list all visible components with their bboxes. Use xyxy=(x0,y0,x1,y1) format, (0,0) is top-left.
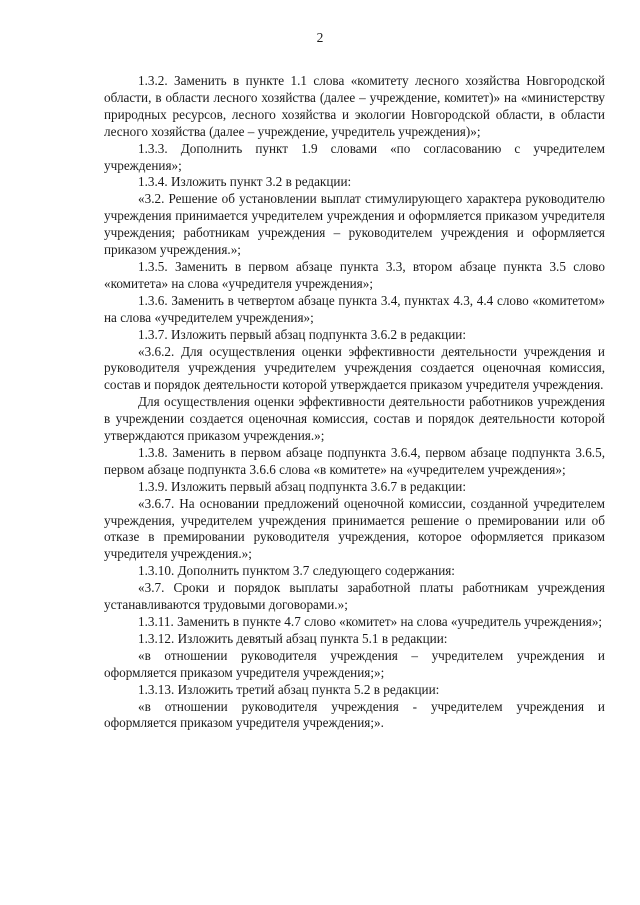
quote-3-7: «3.7. Сроки и порядок выплаты заработной платы работникам учреждения устанавливаются трудовыми договорами.»; xyxy=(104,580,605,613)
paragraph-1-3-4: 1.3.4. Изложить пункт 3.2 в редакции: xyxy=(138,174,352,190)
page-number: 2 xyxy=(316,30,324,45)
quote-5-1: «в отношении руководителя учреждения – учредителем учреждения и оформляется приказом учредителя учреждения;»; xyxy=(104,647,605,680)
paragraph-1-3-5: 1.3.5. Заменить в первом абзаце пункта 3.3, втором абзаце пункта 3.5 слово «комитета» на слова «учредителя учреждения»; xyxy=(104,258,605,291)
paragraph-1-3-6: 1.3.6. Заменить в четвертом абзаце пункта 3.4, пунктах 4.3, 4.4 слово «комитетом» на слова «учредителем учреждения»; xyxy=(104,292,605,325)
paragraph-1-3-11: 1.3.11. Заменить в пункте 4.7 слово «комитет» на слова «учредитель учреждения»; xyxy=(138,614,603,629)
quote-3-6-7: «3.6.7. На основании предложений оценочной комиссии, созданной учредителем учреждения, учредителем учреждения принимается решение о премировании или об отказе в премировании руководителя учреждения, которое оформляется приказом учредителя учреждения.»; xyxy=(104,495,605,562)
quote-3-2: «3.2. Решение об установлении выплат стимулирующего характера руководителю учреждения принимается учредителем учреждения и оформляется приказом учредителя учреждения; работникам учреждения – руководителем учреждения и оформляется приказом учреждения.»; xyxy=(104,191,605,258)
paragraph-1-3-9: 1.3.9. Изложить первый абзац подпункта 3.6.7 в редакции: xyxy=(138,478,466,494)
paragraph-1-3-2: 1.3.2. Заменить в пункте 1.1 слова «комитету лесного хозяйства Новгородской области, в области лесного хозяйства (далее – учреждение, комитет)» на «министерству природных ресурсов, лесного хозяйства и экологии Новгородской области, в области лесного хозяйства (далее – учреждение, учредитель учреждения)»; xyxy=(104,73,605,139)
document-body xyxy=(104,73,605,732)
quote-3-6-2-continued: Для осуществления оценки эффективности деятельности работников учреждения в учреждении создается оценочная комиссия, состав и порядок деятельности которой утверждаются приказом учреждения.»; xyxy=(104,394,605,444)
quote-5-2: «в отношении руководителя учреждения - учредителем учреждения и оформляется приказом учредителя учреждения;». xyxy=(104,698,605,731)
paragraph-1-3-13: 1.3.13. Изложить третий абзац пункта 5.2 в редакции: xyxy=(138,681,440,697)
paragraph-1-3-7: 1.3.7. Изложить первый абзац подпункта 3.6.2 в редакции: xyxy=(138,326,466,342)
quote-3-6-2: «3.6.2. Для осуществления оценки эффективности деятельности учреждения и руководителя учреждения учредителем учреждения создается оценочная комиссия, состав и порядок деятельности которой утверждается приказом учредителя учреждения. xyxy=(104,343,605,393)
paragraph-1-3-8: 1.3.8. Заменить в первом абзаце подпункта 3.6.4, первом абзаце подпункта 3.6.5, первом абзаце подпункта 3.6.6 слова «в комитете» на «учредителем учреждения»; xyxy=(104,444,605,477)
paragraph-1-3-3: 1.3.3. Дополнить пункт 1.9 словами «по согласованию с учредителем учреждения»; xyxy=(104,140,605,173)
paragraph-1-3-12: 1.3.12. Изложить девятый абзац пункта 5.1 в редакции: xyxy=(138,630,448,646)
paragraph-1-3-10: 1.3.10. Дополнить пунктом 3.7 следующего содержания: xyxy=(138,563,455,579)
